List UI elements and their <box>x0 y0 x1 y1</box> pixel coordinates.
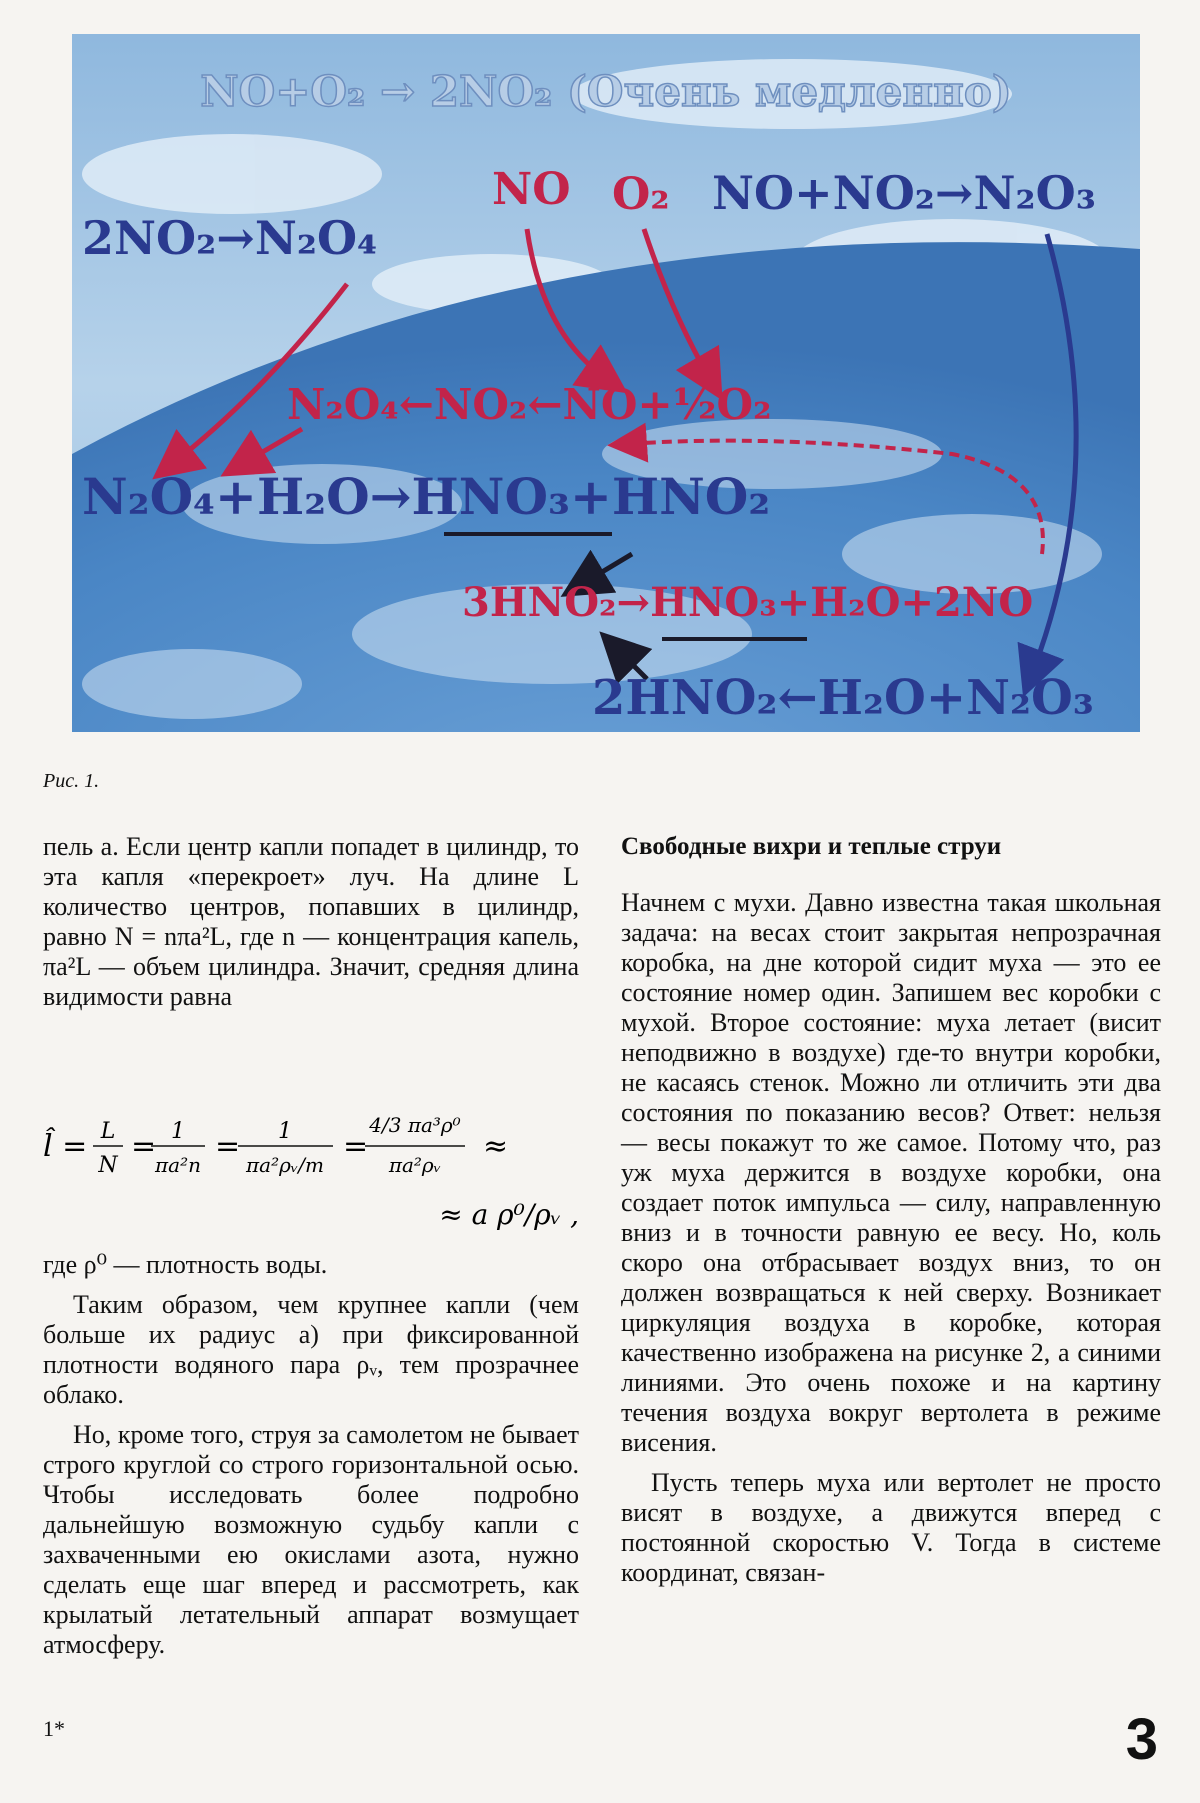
page-number: 3 <box>1125 1707 1158 1772</box>
top-equation: NO+O₂ → 2NO₂ (Очень медленно) <box>200 67 1012 116</box>
eq-no-no2-n2o3: NO+NO₂→N₂O₃ <box>712 166 1096 220</box>
label-o2: O₂ <box>612 169 670 220</box>
left-paragraph-2: где ρ⁰ — плотность воды. <box>43 1250 328 1279</box>
figure-nitrogen-oxide-reactions <box>72 34 1140 732</box>
visibility-formula <box>43 1034 579 1236</box>
figure-caption: Рис. 1. <box>43 770 100 792</box>
formula-approx: ≈ <box>483 1129 509 1164</box>
right-paragraph-1: Начнем с мухи. Давно известна такая школьная задача: на весах стоит закрытая непрозрачная коробка, на дне которой сидит муха — это ее состояние номер один. Запишем вес коробки с мухой. Второе состояние: муха летает (висит неподвижно в воздухе) где-то внутри коробки, не касаясь стенок. Можно ли отличить эти два состояния по показанию весов? Ответ: нельзя — весы покажут то же самое. Потому что, раз уж муха держится в воздухе коробки, она создает поток импульса — силу, направленную вниз и в точности равную ее весу. Но, коль скоро она отбрасывает воздух вниз, то он должен возвращаться к ней сверху. Возникает циркуляция воздуха в коробке, которая качественно изображена на рисунке 2, a синими линиями. Это очень похоже и на картину течения воздуха вокруг вертолета в режиме висения. <box>621 888 1161 1457</box>
formula-lhs: l̂ = <box>43 1129 88 1164</box>
formula-result: ≈ a ρ⁰/ρᵥ , <box>439 1198 579 1231</box>
label-no: NO <box>492 164 571 215</box>
formula-f1-den: N <box>98 1153 118 1178</box>
eq-2hno2: 2HNO₂←H₂O+N₂O₃ <box>592 670 1094 726</box>
formula-eq-3: = <box>343 1129 369 1164</box>
section-heading: Свободные вихри и теплые струи <box>621 833 1002 860</box>
formula-f4-num: 4/3 πa³ρ⁰ <box>369 1113 461 1137</box>
right-column <box>621 832 1161 1598</box>
eq-3hno2: 3HNO₂→HNO₃+H₂O+2NO <box>462 579 1034 626</box>
formula-f3-num: 1 <box>278 1119 292 1144</box>
formula-f1-num: L <box>100 1119 116 1144</box>
left-paragraph-1: пель a. Если центр капли попадет в цилиндр, то эта капля «перекроет» луч. На длине L количество центров, попавших в цилиндр, равно N = nπa²L, где n — концентрация капель, πa²L — объем цилиндра. Значит, средняя длина видимости равна <box>43 832 579 1011</box>
left-paragraph-4: Но, кроме того, струя за самолетом не бывает строго круглой со строго горизонтальной осью. Чтобы исследовать более подробно дальнейшую возможную судьбу капли с захваченными ею окислами азота, нужно сделать еще шаг вперед и рассмотреть, как крылатый летательный аппарат возмущает атмосферу. <box>43 1420 579 1659</box>
eq-2no2-n2o4: 2NO₂→N₂O₄ <box>82 211 378 265</box>
left-column <box>43 832 579 1670</box>
formula-f3-den: πa²ρᵥ/m <box>246 1153 324 1177</box>
formula-eq-1: = <box>131 1129 157 1164</box>
formula-f2-den: πa²n <box>155 1153 201 1177</box>
right-paragraph-2: Пусть теперь муха или вертолет не просто висят в воздухе, а движутся вперед с постоянной скоростью V. Тогда в системе координат, связан- <box>621 1468 1161 1587</box>
formula-f2-num: 1 <box>171 1119 185 1144</box>
figure-illustration <box>72 34 1140 732</box>
signature-mark: 1* <box>43 1716 65 1741</box>
left-paragraph-3: Таким образом, чем крупнее капли (чем больше их радиус a) при фиксированной плотности водяного пара ρᵥ, тем прозрачнее облако. <box>43 1290 579 1409</box>
eq-n2o4-h2o: N₂O₄+H₂O→HNO₃+HNO₂ <box>82 467 771 526</box>
formula-f4-den: πa²ρᵥ <box>388 1153 442 1177</box>
formula-eq-2: = <box>215 1129 241 1164</box>
eq-n2o4-no2-no: N₂O₄←NO₂←NO+½O₂ <box>287 380 772 429</box>
